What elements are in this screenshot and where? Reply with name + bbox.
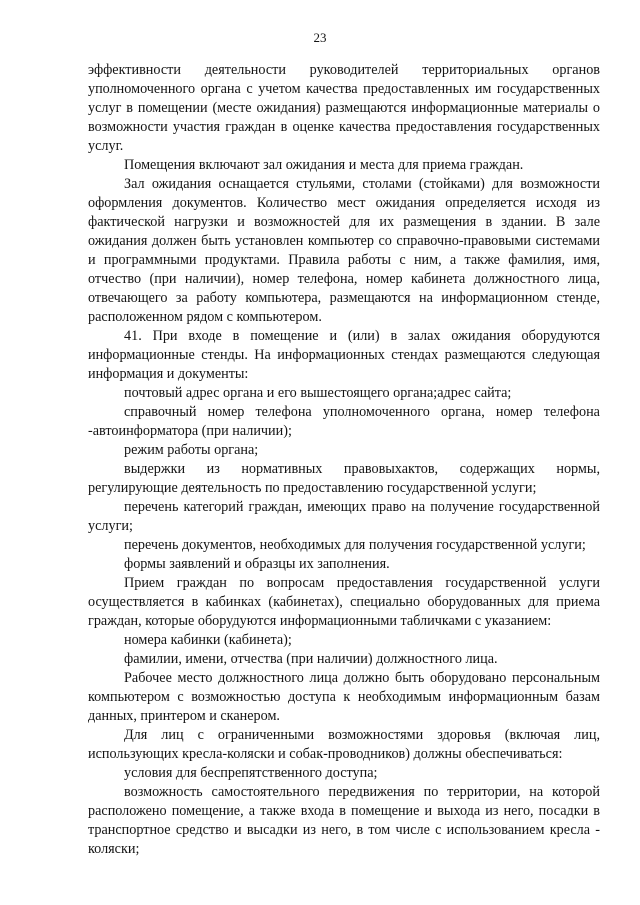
paragraph: справочный номер телефона уполномоченного органа, номер телефона -автоинформатора (при наличии); bbox=[88, 404, 600, 439]
paragraph: Для лиц с ограниченными возможностями здоровья (включая лиц, использующих кресла-коляски и собак-проводников) должны обеспечиваться: bbox=[88, 727, 600, 762]
paragraph: Помещения включают зал ожидания и места для приема граждан. bbox=[124, 157, 524, 173]
paragraph: эффективности деятельности руководителей территориальных органов уполномоченного органа с учетом качества предоставленных им государственных услуг в помещении (месте ожидания) размещаются информационные материалы о возможности участия граждан в оценке качества предоставления государственных услуг. bbox=[88, 62, 600, 154]
paragraph: режим работы органа; bbox=[124, 442, 259, 458]
page-number: 23 bbox=[313, 30, 327, 45]
paragraph: формы заявлений и образцы их заполнения. bbox=[124, 556, 390, 572]
paragraph: фамилии, имени, отчества (при наличии) должностного лица. bbox=[124, 651, 498, 667]
paragraph: 41. При входе в помещение и (или) в залах ожидания оборудуются информационные стенды. На информационных стендах размещаются следующая информация и документы: bbox=[88, 328, 600, 382]
paragraph: Рабочее место должностного лица должно быть оборудовано персональным компьютером с возможностью доступа к необходимым информационным базам данных, принтером и сканером. bbox=[88, 670, 600, 724]
paragraph: Прием граждан по вопросам предоставления государственной услуги осуществляется в кабинках (кабинетах), специально оборудованных для приема граждан, которые оборудуются информационными табличками с указанием: bbox=[88, 575, 600, 629]
paragraph: почтовый адрес органа и его вышестоящего органа;адрес сайта; bbox=[124, 385, 512, 401]
paragraph: перечень категорий граждан, имеющих право на получение государственной услуги; bbox=[88, 499, 600, 534]
paragraph: условия для беспрепятственного доступа; bbox=[124, 765, 378, 781]
paragraph: выдержки из нормативных правовыхактов, содержащих нормы, регулирующие деятельность по предоставлению государственной услуги; bbox=[88, 461, 600, 496]
paragraph: номера кабинки (кабинета); bbox=[124, 632, 292, 648]
document-body bbox=[88, 61, 600, 859]
paragraph: Зал ожидания оснащается стульями, столами (стойками) для возможности оформления документов. Количество мест ожидания определяется исходя из фактической нагрузки и возможностей для их размещения в здании. В зале ожидания должен быть установлен компьютер со справочно-правовыми системами и программными продуктами. Правила работы с ним, а также фамилия, имя, отчество (при наличии), номер телефона, номер кабинета должностного лица, отвечающего за работу компьютера, размещаются на информационном стенде, расположенном рядом с компьютером. bbox=[88, 176, 600, 325]
paragraph: возможность самостоятельного передвижения по территории, на которой расположено помещение, а также входа в помещение и выхода из него, посадки в транспортное средство и высадки из него, в том числе с использованием кресла - коляски; bbox=[88, 784, 600, 857]
paragraph: перечень документов, необходимых для получения государственной услуги; bbox=[124, 537, 586, 553]
